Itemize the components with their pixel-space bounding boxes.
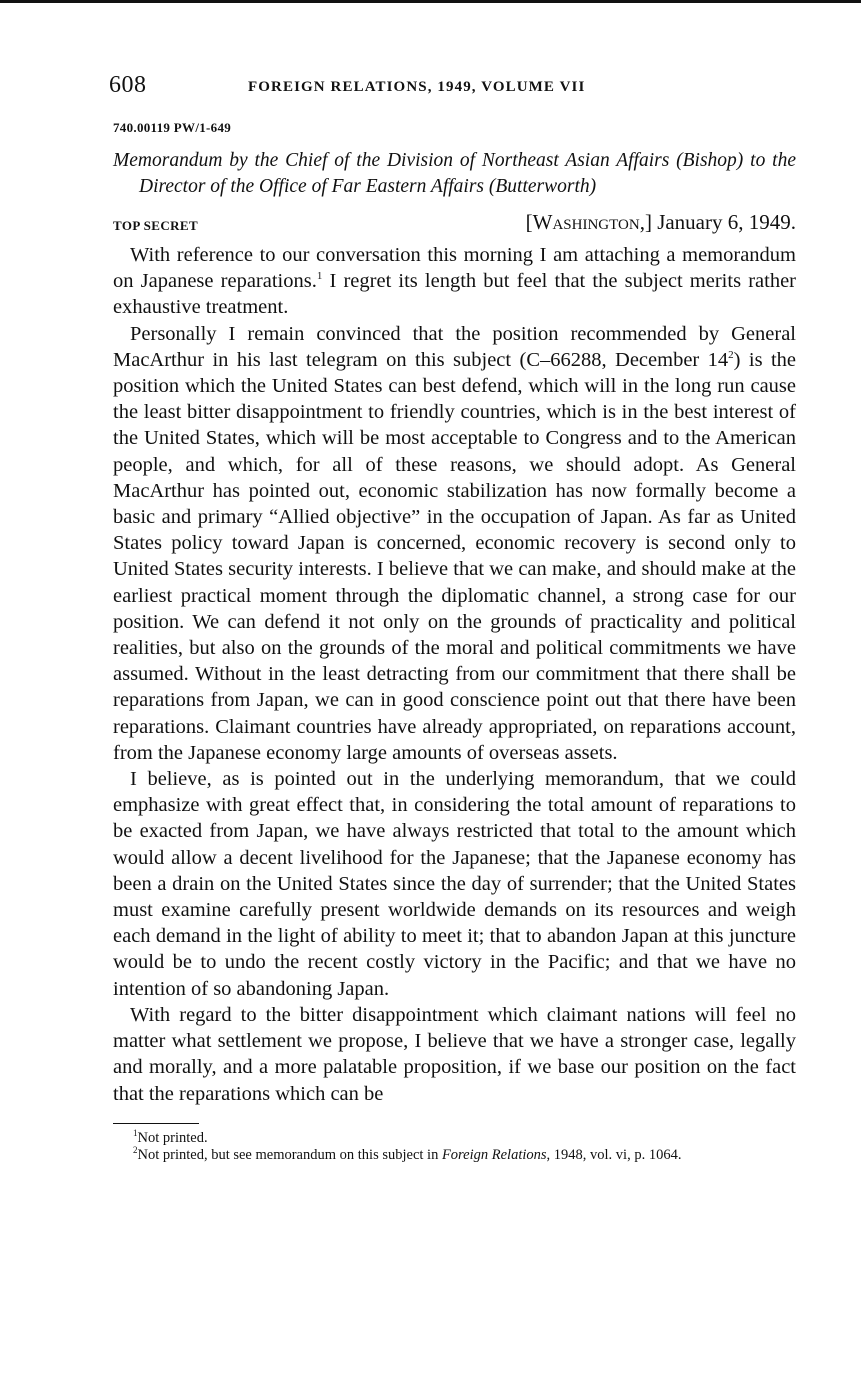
page-number: 608 [109, 72, 147, 98]
paragraph-2-text-b: ) is the position which the United States can best defend, which will in the long run cause the least bitter disappointment to friendly countries, which is in the best interest of the United States, which will be most acceptable to Congress and to the American people, and which, for all of these reasons, we should adopt. As General MacArthur has pointed out, economic stabilization has now formally become a basic and primary “Allied objective” in the occupation of Japan. As far as United States policy toward Japan is concerned, economic recovery is second only to United States security interests. I believe that we can make, and should make at the earliest practical moment through the diplomatic channel, a strong case for our position. We can defend it not only on the grounds of practicality and political realities, but also on the grounds of the moral and political commitments we have assumed. Without in the least detracting from our commitment that there shall be reparations from Japan, we can in good conscience point out that there have been reparations. Claimant countries have already appropriated, on reparations account, from the Japanese economy large amounts of overseas assets. [113, 348, 796, 764]
paragraph-1-text-b: I regret its length but feel that the subject merits rather exhaustive treatment. [113, 270, 796, 319]
paragraph-1 [113, 242, 796, 321]
document-page [109, 72, 796, 1164]
memorandum-body [113, 242, 796, 1107]
top-border [0, 0, 861, 3]
footnote-1 [113, 1127, 796, 1147]
classification-label: TOP SECRET [113, 218, 199, 233]
footnote-2 [113, 1144, 796, 1164]
footnote-2-text-b: , 1948, vol. vi, p. 1064. [546, 1146, 682, 1163]
footnote-2-publication: Foreign Relations [441, 1146, 547, 1163]
footnote-ref-1: 1 [316, 270, 323, 283]
footnotes [113, 1127, 796, 1164]
footnote-1-marker: 1 [133, 1127, 138, 1138]
paragraph-2-text-a: Personally I remain convinced that the position recommended by General MacArthur in his last telegram on this subject (C–66288, December 14 [113, 322, 796, 371]
footnote-2-text-a: Not printed, but see memorandum on this subject in [137, 1146, 442, 1163]
place-and-date [526, 210, 796, 235]
running-title: FOREIGN RELATIONS, 1949, VOLUME VII [248, 79, 586, 95]
document-title: Memorandum by the Chief of the Division of Northeast Asian Affairs (Bishop) to the Director of the Office of Far Eastern Affairs (Butterworth) [113, 150, 796, 197]
paragraph-3: I believe, as is pointed out in the underlying memorandum, that we could emphasize with great effect that, in considering the total amount of reparations to be exacted from Japan, we have always restricted that total to the amount which would allow a decent livelihood for the Japanese; that the Japanese economy has been a drain on the United States since the day of surrender; that the United States must examine carefully present worldwide demands on its resources and weigh each demand in the light of ability to meet it; that to abandon Japan at this juncture would be to undo the recent costly victory in the Pacific; and that we have no intention of so abandoning Japan. [113, 768, 796, 1000]
paragraph-4: With regard to the bitter disappointment which claimant nations will feel no matter what settlement we propose, I believe that we have a stronger case, legally and morally, and a more palatable proposition, if we base our position on the fact that the reparations which can be [113, 1003, 796, 1105]
place: [Washington,] [525, 210, 652, 234]
dateline [113, 210, 796, 238]
footnote-2-marker: 2 [133, 1144, 138, 1155]
paragraph-1-text-a: With reference to our conversation this morning I am attaching a memorandum on Japanese reparations. [113, 244, 796, 293]
footnote-1-text: Not printed. [137, 1129, 208, 1146]
paragraph-2 [113, 321, 796, 766]
footnote-divider [113, 1123, 199, 1124]
running-head [109, 72, 796, 106]
file-number: 740.00119 PW/1-649 [113, 120, 232, 135]
date: January 6, 1949. [657, 210, 796, 234]
footnote-ref-2: 2 [728, 348, 734, 361]
